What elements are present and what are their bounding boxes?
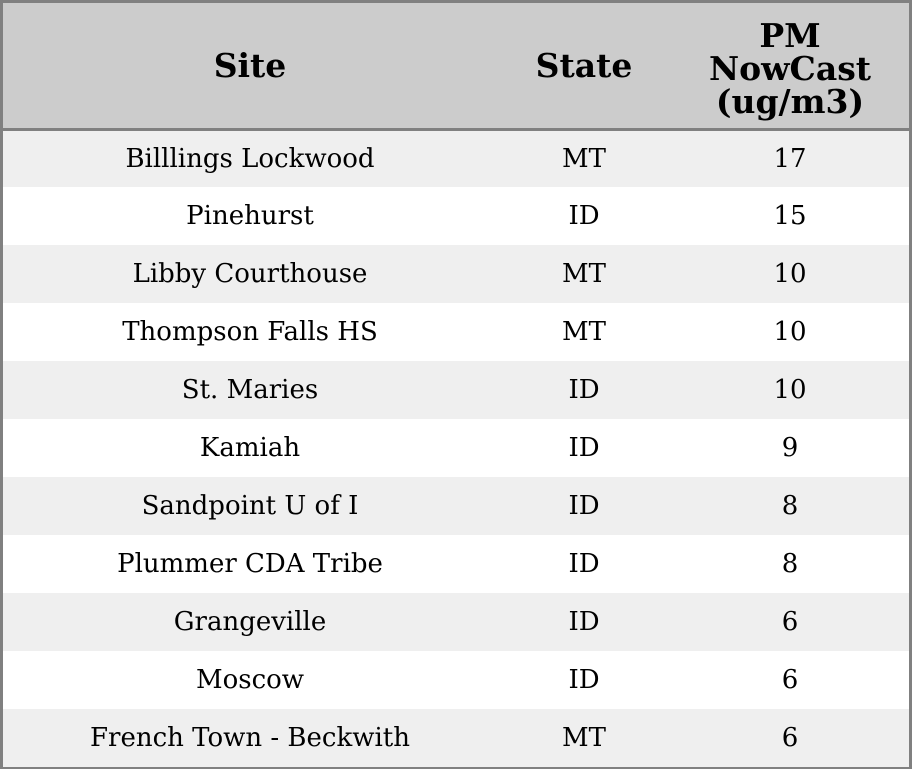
state-cell: ID <box>568 433 600 463</box>
site-cell: Sandpoint U of I <box>141 491 359 521</box>
table-row <box>3 419 909 477</box>
pm-value-cell: 8 <box>781 549 799 579</box>
table-body <box>3 129 909 767</box>
table-row <box>3 245 909 303</box>
state-cell: MT <box>562 723 606 753</box>
table-row <box>3 651 909 709</box>
state-cell: ID <box>568 665 600 695</box>
site-cell: Grangeville <box>173 607 327 637</box>
state-cell: MT <box>562 317 606 347</box>
column-header-pm-nowcast <box>671 3 909 129</box>
column-header-site: Site <box>3 3 497 129</box>
site-cell: Libby Courthouse <box>132 259 368 289</box>
table-row <box>3 303 909 361</box>
table-row <box>3 477 909 535</box>
table-row <box>3 361 909 419</box>
column-header-state: State <box>497 3 671 129</box>
pm-value-cell: 6 <box>781 607 799 637</box>
state-cell: MT <box>562 259 606 289</box>
table-header <box>3 3 909 129</box>
table-row <box>3 593 909 651</box>
site-cell: Kamiah <box>199 433 301 463</box>
site-cell: St. Maries <box>181 375 319 405</box>
state-cell: ID <box>568 491 600 521</box>
site-cell: Billlings Lockwood <box>125 143 375 174</box>
table-row <box>3 187 909 245</box>
pm-header-line-2: NowCast <box>708 48 872 88</box>
pm-value-cell: 10 <box>773 317 807 347</box>
pm-value-cell: 6 <box>781 665 799 695</box>
state-cell: ID <box>568 201 600 231</box>
pm-value-cell: 10 <box>773 375 807 405</box>
table-row <box>3 535 909 593</box>
pm-header-line-3: (ug/m3) <box>715 81 865 121</box>
state-cell: ID <box>568 607 600 637</box>
state-cell: ID <box>568 549 600 579</box>
header-row <box>3 3 909 129</box>
pm-value-cell: 17 <box>773 143 807 174</box>
site-cell: Pinehurst <box>186 201 314 231</box>
site-cell: Moscow <box>195 665 305 695</box>
site-cell: Plummer CDA Tribe <box>117 549 383 579</box>
state-cell: ID <box>568 375 600 405</box>
table-row <box>3 709 909 767</box>
table-row <box>3 129 909 187</box>
site-cell: Thompson Falls HS <box>122 317 378 347</box>
pm-value-cell: 15 <box>773 201 807 231</box>
pm-value-cell: 10 <box>773 259 807 289</box>
pm-value-cell: 6 <box>781 723 799 753</box>
pm-header-line-1: PM <box>759 15 821 55</box>
site-cell: French Town - Beckwith <box>89 723 411 753</box>
state-cell: MT <box>562 143 606 174</box>
pm-nowcast-table <box>3 3 909 767</box>
pm-value-cell: 8 <box>781 491 799 521</box>
pm-value-cell: 9 <box>781 433 799 463</box>
